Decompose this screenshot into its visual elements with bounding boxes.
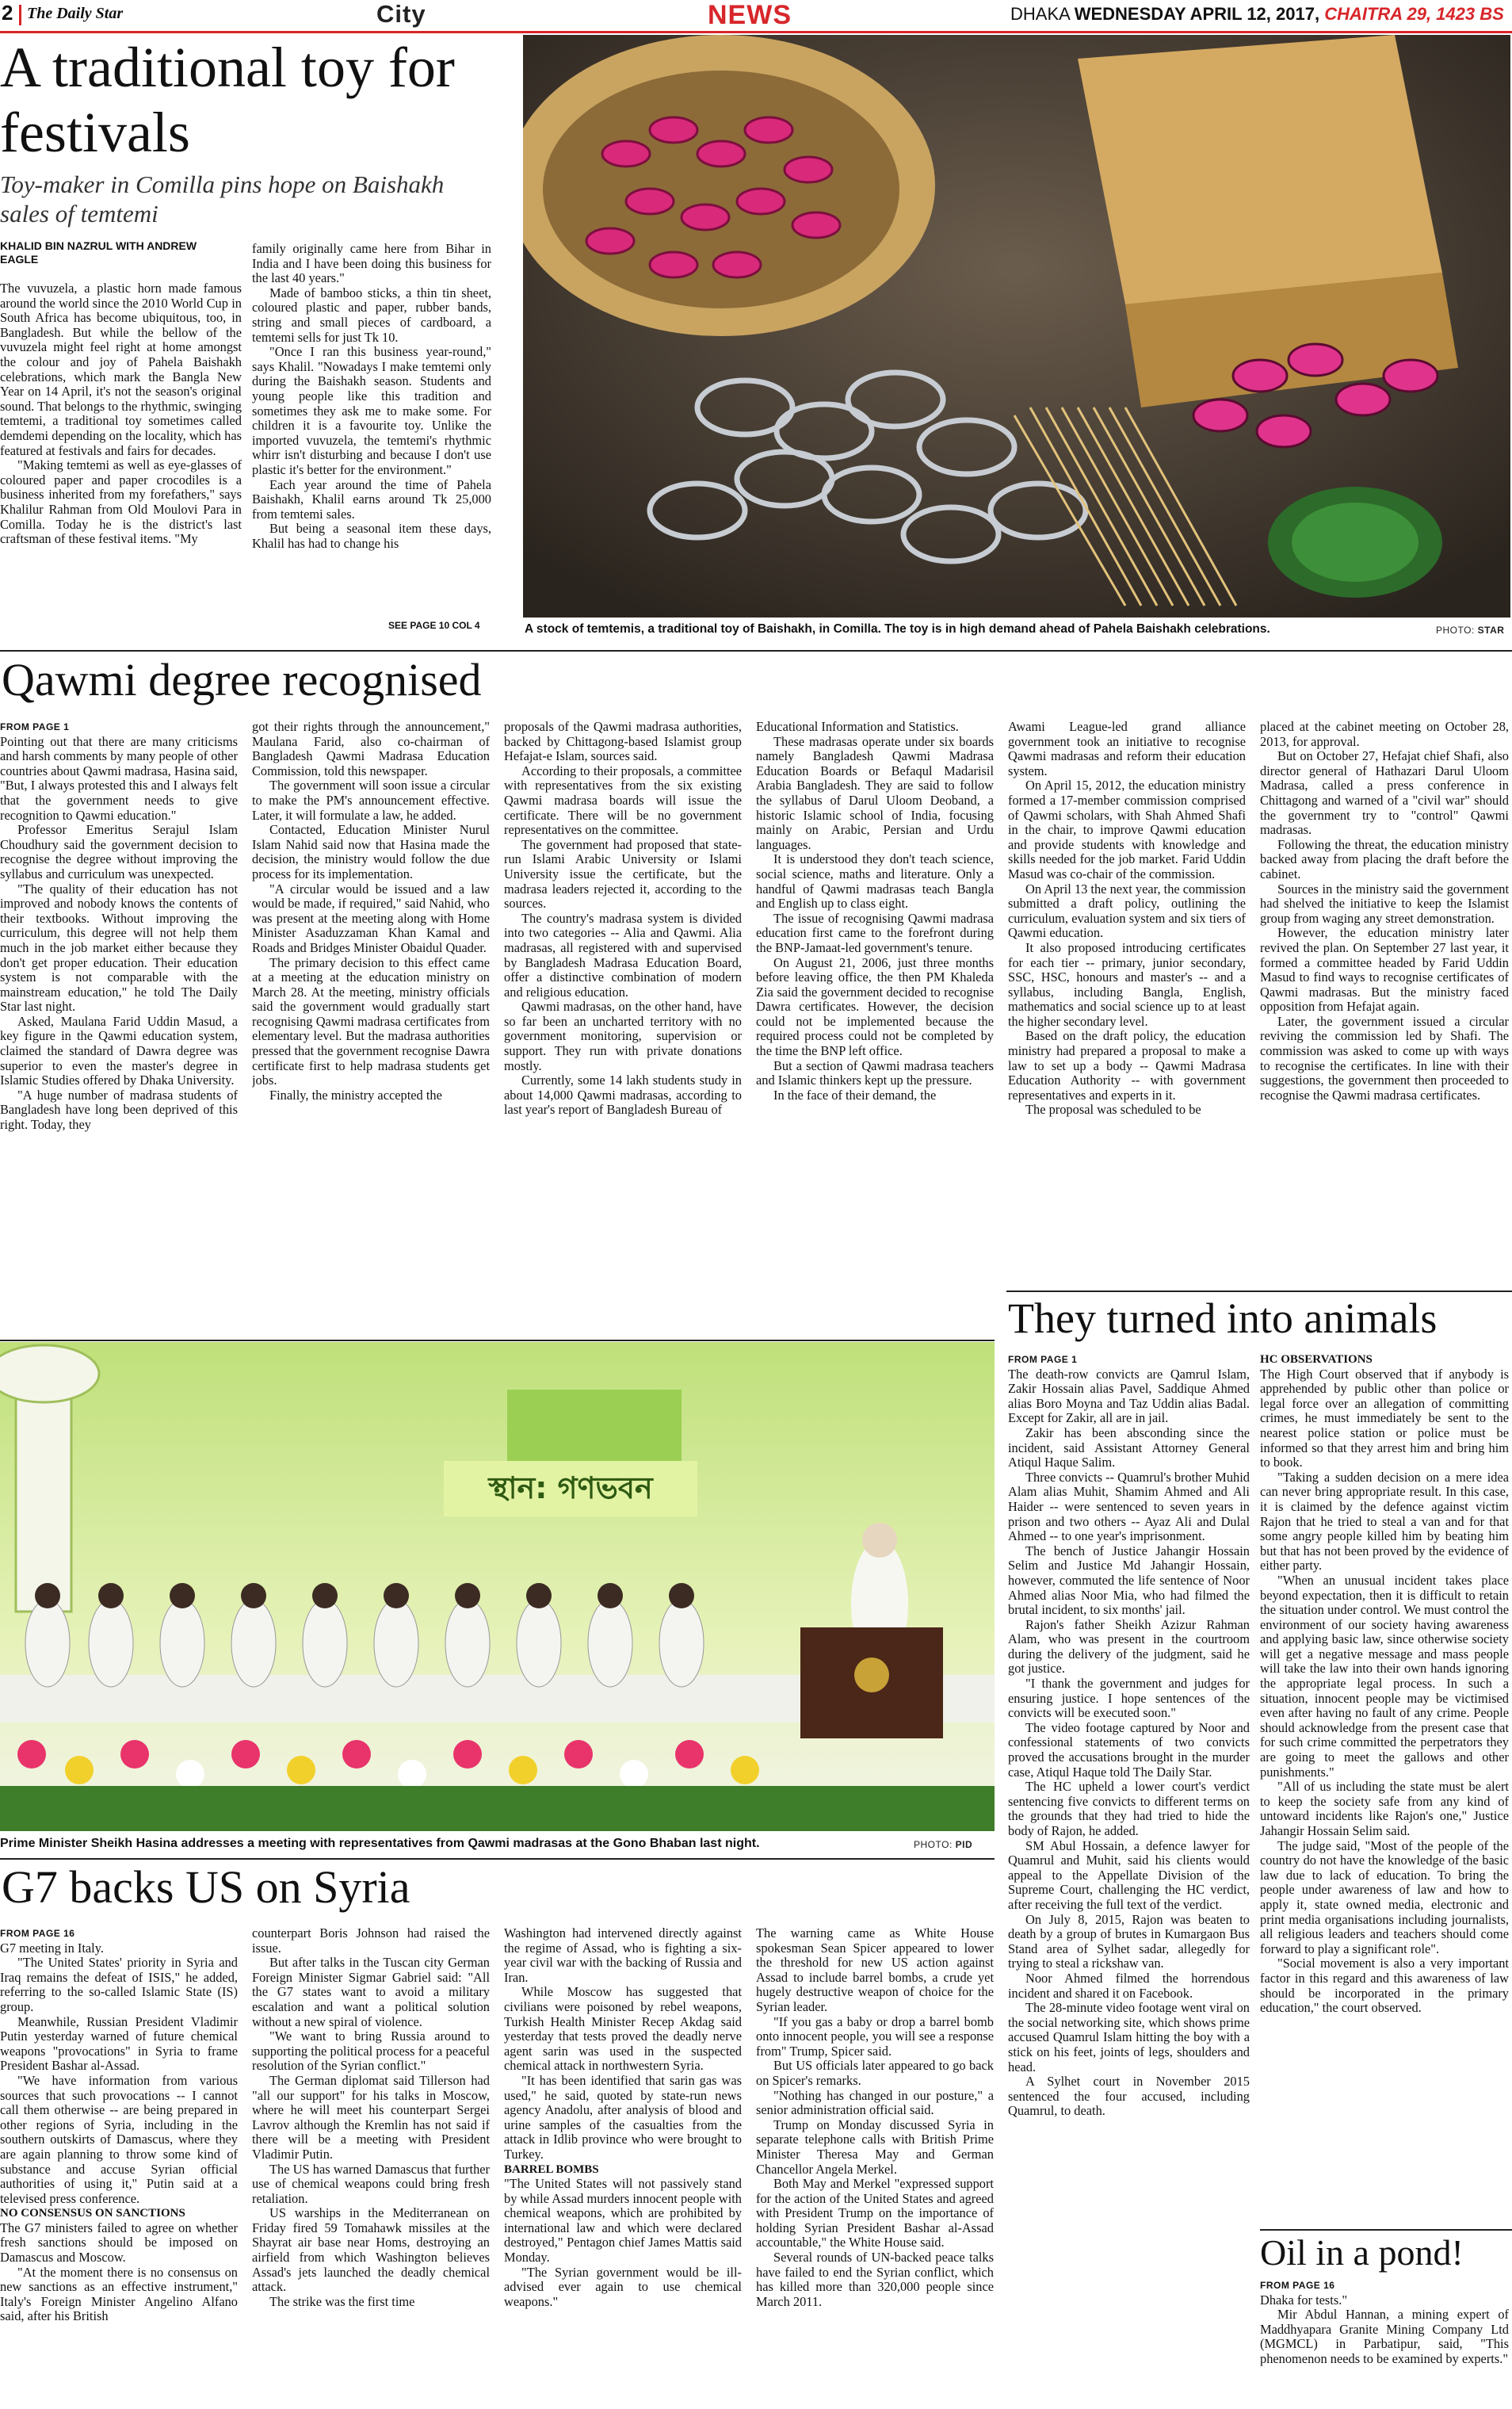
- paragraph: The judge said, "Most of the people of the country do not have the knowledge of the basic law due to lack of education. To bring the people under awareness of law and how to apply it, state owned media, electronic and print media organisations including journalists, all religious leaders and teachers should come forward to play a significant role".: [1260, 1837, 1509, 1956]
- dateline-bangla: CHAITRA 29, 1423 BS: [1324, 4, 1504, 24]
- paragraph: These madrasas operate under six boards namely Bangladesh Qawmi Madrasa Education Boards or Befaqul Madarisil Arabia Bangladesh. They are said to follow the syllabus of Darul Uloom Deoband, a historic Islamic school of India, focusing mainly on Arabic, Persian and Urdu languages.: [756, 733, 994, 852]
- paragraph: The government had proposed that state-run Islami Arabic University or Islami University issue the certificate, but the madrasa leaders rejected it, according to the sources.: [504, 836, 742, 912]
- toy-photo-art: [523, 35, 1510, 618]
- paragraph: The G7 ministers failed to agree on whether fresh sanctions should be imposed on Damascus and Moscow.: [0, 2220, 238, 2266]
- paragraph: On August 21, 2006, just three months before leaving office, the then PM Khaleda Zia said the government decided to recognise Dawra certificates. However, the decision could not be implemented because the required process could not be completed by the time the BNP left office.: [756, 954, 994, 1059]
- section-divider: [0, 650, 1512, 652]
- paragraph: "The Syrian government would be ill-advised ever again to use chemical weapons.": [504, 2264, 742, 2309]
- g7-col-3: [504, 1926, 742, 2407]
- dateline-day: WEDNESDAY APRIL 12, 2017,: [1074, 4, 1320, 24]
- page-number: 2: [2, 1, 13, 25]
- paragraph: Noor Ahmed filmed the horrendous incident and shared it on Facebook.: [1008, 1970, 1250, 2001]
- paragraph: counterpart Boris Johnson had raised the issue.: [252, 1926, 490, 1956]
- paragraph: The proposal was scheduled to be: [1025, 1102, 1201, 1118]
- paragraph: On April 13 the next year, the commission submitted a draft policy, outlining the curriculum, evaluation system and six tiers of Qawmi education.: [1008, 881, 1246, 941]
- paragraph: "Social movement is also a very important factor in this regard and this awareness of law should be incorporated in the primary education," the court observed.: [1260, 1956, 1509, 2016]
- paragraph: "We have information from various sources that such provocations -- I cannot call them otherwise -- are being prepared in other regions of Syria, including in the southern outskirts of Damascus, where they are again planning to throw some kind of substance and accuse Syrian official authorities of using it," Putin said at a televised press conference.: [0, 2072, 238, 2206]
- paragraph: "The quality of their education has not improved and nobody knows the contents of their textbooks. Without improving the curriculum, this degree will not help them much in the job market either because they don't get proper education. Their education system is not comparable with the mainstream education," he told The Daily Star last night.: [0, 881, 238, 1015]
- from-page-label: FROM PAGE 16: [1260, 2280, 1335, 2291]
- paragraph: Following the threat, the education ministry backed away from placing the draft before the cabinet.: [1260, 836, 1509, 881]
- paragraph: But on October 27, Hefajat chief Shafi, also director general of Hathazari Darul Uloom Madrasa, called a press conference in Chittagong and warned of a "civil war" should the government try to "control" Qawmi madrasas.: [1260, 748, 1509, 838]
- paragraph: Trump on Monday discussed Syria in separate telephone calls with British Prime Minister Theresa May and German Chancellor Angela Merkel.: [756, 2116, 994, 2177]
- meeting-photo-credit: [914, 1839, 972, 1850]
- paragraph: The issue of recognising Qawmi madrasa education first came to the forefront during the BNP-Jamaat-led government's tenure.: [756, 910, 994, 955]
- subhead: HC OBSERVATIONS: [1260, 1353, 1373, 1366]
- paragraph: "When an unusual incident takes place beyond expectation, then it is difficult to retain the situation under control. We must control the environment of our society having awareness and applying basic law, since otherwise society will get a negative message and mass people will take the law into their own hands ignoring the appropriate legal process. In such a situation, innocent people may be victimised even after having no fault of any crime. People should acknowledge from the present case that for such crime committed the perpetrators they are going to meet the gallows and other punishments.": [1260, 1572, 1509, 1780]
- paragraph: got their rights through the announcement," Maulana Farid, also co-chairman of Bangladesh Qawmi Madrasa Education Commission, told this newspaper.: [252, 720, 490, 778]
- from-page-label: FROM PAGE 1: [1008, 1354, 1078, 1365]
- paragraph: "Making temtemi as well as eye-glasses of coloured paper and paper crocodiles is a business inherited from my forefathers," says Khalilur Rahman from Old Moulovi Para in Comilla. Today he is the district's last craftsman of these festival items. "My: [0, 457, 242, 547]
- photo-label: PHOTO:: [1436, 625, 1475, 636]
- oil-col: [1260, 2278, 1509, 2407]
- paragraph: Several rounds of UN-backed peace talks have failed to end the Syrian conflict, which has killed more than 320,000 people since March 2011.: [756, 2250, 994, 2309]
- paragraph: "The United States will not passively stand by while Assad murders innocent people with chemical weapons, which are prohibited by international law and which were declared destroyed," Pentagon chief James Mattis said Monday.: [504, 2176, 742, 2266]
- paragraph: "If you gas a baby or drop a barrel bomb onto innocent people, you will see a response from" Trump, Spicer said.: [756, 2013, 994, 2059]
- toy-photo-credit: [1436, 625, 1504, 636]
- photo-label: PHOTO:: [914, 1839, 953, 1850]
- meeting-photo: [0, 1342, 995, 1831]
- paragraph: The vuvuzela, a plastic horn made famous around the world since the 2010 World Cup in South Africa has become ubiquitous, too, in Bangladesh. But while the bellow of the vuvuzela might feel right at home amongst the colour and joy of Pahela Baishakh celebrations, which mark the Bangla New Year on 14 April, it's not the season's original sound. That belongs to the rhythmic, swinging temtemi, a traditional toy sometimes called demdemi depending on the locality, which has featured at festivals and fairs for decades.: [0, 281, 242, 458]
- from-page-label: FROM PAGE 16: [0, 1928, 75, 1939]
- paragraph: "Once I ran this business year-round," says Khalil. "Nowadays I make temtemi only during the Baishakh season. Students and young people like this tradition and sometimes they ask me to make some. For children it is a favourite toy. Unlike the imported vuvuzela, the temtemi's rhythmic whirr isn't disturbing and because I don't use plastic it's better for the environment.": [252, 344, 491, 477]
- toy-subhead: Toy-maker in Comilla pins hope on Baishakh sales of temtemi: [0, 170, 445, 228]
- paragraph: While Moscow has suggested that civilians were poisoned by rebel weapons, Turkish Health Minister Recep Akdag said yesterday that tests proved the deadly nerve agent sarin was used in the suspected chemical attack in northwestern Syria.: [504, 1984, 742, 2074]
- paragraph: Currently, some 14 lakh students study in about 14,000 Qawmi madrasas, according to last year's report of Bangladesh Bureau of: [504, 1073, 742, 1118]
- paragraph: Pointing out that there are many criticisms and harsh comments by many people of other countries about Qawmi madrasa, Hasina said, "But, I always protested this and I always felt that the government needs to give recognition to Qawmi education.": [0, 733, 238, 823]
- paragraph: The 28-minute video footage went viral on the social networking site, which shows prime accused Quamrul Islam hitting the boy with a stick on his feet, joints of legs, shoulders and head.: [1008, 2000, 1250, 2074]
- paragraph: It is understood they don't teach science, social science, maths and literature. Only a handful of Qawmi madrasas teach Bangla and English up to class eight.: [756, 851, 994, 912]
- section-divider: [0, 1340, 995, 1341]
- paragraph: Later, the government issued a circular reviving the commission led by Shafi. The commission was asked to come up with ways to recognise the certificates. In line with their suggestions, the government then proceeded to recognise the Qawmi madrasa certificates.: [1260, 1013, 1509, 1103]
- photo-source: PID: [955, 1839, 973, 1850]
- paragraph: Professor Emeritus Serajul Islam Choudhury said the government decision to recognise the degree without improving the syllabus and curriculum was unexpected.: [0, 822, 238, 881]
- paragraph: "It has been identified that sarin gas was used," he said, quoted by state-run news agency Anadolu, after analysis of blood and urine samples of the casualties from the attack in Idlib province who were brought to Turkey.: [504, 2072, 742, 2162]
- qawmi-col-3: [504, 720, 742, 1340]
- paper-name: The Daily Star: [27, 5, 124, 22]
- paragraph: The country's madrasa system is divided into two categories -- Alia and Qawmi. Alia madrasas, all registered with and supervised by Bangladesh Madrasa Education Board, offer a distinctive combination of modern and religious education.: [504, 910, 742, 1000]
- paragraph: The bench of Justice Jahangir Hossain Selim and Justice Md Jahangir Hossain, however, commuted the life sentence of Noor Ahmed alias Noor Mia, who had filmed the brutal incident, to six months' jail.: [1008, 1543, 1250, 1618]
- toy-jump-line: SEE PAGE 10 COL 4: [388, 620, 480, 631]
- dateline: [1010, 4, 1504, 25]
- paragraph: But a section of Qawmi madrasa teachers and Islamic thinkers kept up the pressure.: [756, 1057, 994, 1088]
- paragraph: Washington had intervened directly against the regime of Assad, who is fighting a six-year civil war with the backing of Russia and Iran.: [504, 1926, 742, 1985]
- qawmi-col-2: [252, 720, 490, 1340]
- section-label: City: [376, 0, 426, 28]
- paragraph: Both May and Merkel "expressed support for the action of the United States and agreed with President Trump on the importance of holding Syrian President Bashar al-Assad accountable," the White House said.: [756, 2176, 994, 2250]
- paragraph: On April 15, 2012, the education ministry formed a 17-member commission comprised of Qawmi scholars, with Shah Ahmed Shafi in the chair, to improve Qawmi education and provide students with knowledge and skills needed for the job market. Farid Uddin Masud was co-chair of the commission.: [1008, 778, 1246, 881]
- animals-headline: They turned into animals: [1008, 1294, 1438, 1342]
- paragraph: Three convicts -- Quamrul's brother Muhid Alam alias Muhit, Shamim Ahmed and Ali Haider -- were sentenced to seven years in prison and two others -- Ayaz Ali and Dulal Ahmed -- to one year's imprisonment.: [1008, 1469, 1250, 1544]
- paragraph: The High Court observed that if anybody is apprehended by public other than police or legal force over an allegation of committing crimes, he must immediately be sent to the nearest police station or police must be informed so that they arrest him and bring him to book.: [1260, 1366, 1509, 1470]
- paragraph: Contacted, Education Minister Nurul Islam Nahid said now that Hasina made the decision, the ministry would follow the due process for its implementation.: [252, 822, 490, 881]
- subhead: NO CONSENSUS ON SANCTIONS: [0, 2207, 185, 2220]
- qawmi-col-1: [0, 720, 238, 1340]
- banner-text: স্থান: গণভবন: [488, 1470, 653, 1505]
- paragraph: "We want to bring Russia around to supporting the political process for a peaceful resolution of the Syrian conflict.": [252, 2029, 490, 2074]
- paragraph: "All of us including the state must be alert to keep the society safe from any kind of untoward incidents like Rajon's one," Justice Jahangir Hossain Selim said.: [1260, 1779, 1509, 1838]
- paragraph: "The United States' priority in Syria and Iraq remains the defeat of ISIS," he added, referring to the so-called Islamic State (IS) group.: [0, 1955, 238, 2014]
- paragraph: placed at the cabinet meeting on October 28, 2013, for approval.: [1260, 720, 1509, 749]
- toy-col-2: [252, 242, 491, 618]
- paragraph: In the face of their demand, the: [773, 1087, 937, 1103]
- paragraph: It also proposed introducing certificates for each tier -- primary, junior secondary, SSC, HSC, honours and master's -- and a syllabus, including Bangla, English, mathematics and social science up to at least the higher secondary level.: [1008, 939, 1246, 1029]
- paragraph: "A huge number of madrasa students of Bangladesh have long been deprived of this right. Today, they: [0, 1087, 238, 1133]
- paragraph: "A circular would be issued and a law would be made, if required," said Nahid, who was present at the meeting along with Home Minister Asaduzzaman Khan Kamal and Roads and Bridges Minister Obaidul Quader.: [252, 881, 490, 955]
- news-label: NEWS: [708, 0, 792, 30]
- paragraph: The primary decision to this effect came at a meeting at the education ministry on March 28. At the meeting, ministry officials said the government would gradually start recognising Qawmi madrasa certificates from elementary level. But the madrasa authorities pressed that the government recognise Dawra certificate first to help madrasa students get jobs.: [252, 954, 490, 1088]
- dateline-city: DHAKA: [1010, 4, 1070, 24]
- paragraph: According to their proposals, a committee with representatives from the six existing Qawmi madrasa boards will issue the certificate. There will be no government representatives on the committee.: [504, 763, 742, 838]
- paragraph: Based on the draft policy, the education ministry had prepared a proposal to make a law to set up a body -- Qawmi Madrasa Education Authority -- with government representatives and experts in it.: [1008, 1028, 1246, 1103]
- paragraph: "I thank the government and judges for ensuring justice. I hope sentences of the convicts will be executed soon.": [1008, 1676, 1250, 1721]
- paragraph: But US officials later appeared to go back on Spicer's remarks.: [756, 2058, 994, 2088]
- g7-col-2: [252, 1926, 490, 2407]
- oil-headline: Oil in a pond!: [1260, 2232, 1464, 2273]
- paragraph: Sources in the ministry said the government had shelved the initiative to keep the Islamist group from waging any street demonstration.: [1260, 881, 1509, 926]
- paragraph: SM Abul Hossain, a defence lawyer for Quamrul and Muhit, said his clients would appeal to the Appellate Division of the Supreme Court, challenging the HC verdict, after receiving the full text of the verdict.: [1008, 1837, 1250, 1912]
- animals-col-2: [1260, 1352, 1509, 2224]
- meeting-photo-art: [0, 1342, 995, 1831]
- toy-stock-photo: [523, 35, 1510, 618]
- qawmi-col-4: [756, 720, 994, 1340]
- paragraph: The US has warned Damascus that further use of chemical weapons could bring fresh retaliation.: [252, 2161, 490, 2206]
- paragraph: "At the moment there is no consensus on new sanctions as an effective instrument," Italy's Foreign Minister Angelino Alfano said, after his British: [0, 2264, 238, 2324]
- paragraph: US warships in the Mediterranean on Friday fired 59 Tomahawk missiles at the Shayrat air base near Homs, destroying an airfield from which Washington believes Assad's jets launched the deadly chemical attack.: [252, 2205, 490, 2295]
- toy-byline: KHALID BIN NAZRUL WITH ANDREW EAGLE: [0, 239, 197, 266]
- g7-headline: G7 backs US on Syria: [2, 1861, 410, 1913]
- paragraph: Made of bamboo sticks, a thin tin sheet, coloured plastic and paper, rubber bands, string and small pieces of cardboard, a temtemi sells for just Tk 10.: [252, 285, 491, 345]
- paragraph: The video footage captured by Noor and confessional statements of two convicts proved the accusations brought in the murder case, Atiqul Haque told The Daily Star.: [1008, 1719, 1250, 1780]
- subhead: BARREL BOMBS: [504, 2162, 599, 2176]
- from-page-label: FROM PAGE 1: [0, 721, 70, 732]
- g7-col-1: [0, 1926, 238, 2407]
- meeting-photo-caption: Prime Minister Sheikh Hasina addresses a meeting with representatives from Qawmi madrasas at the Gono Bhaban last night.: [0, 1837, 760, 1850]
- toy-photo-caption: A stock of temtemis, a traditional toy of Baishakh, in Comilla. The toy is in high demand ahead of Pahela Baishakh celebrations.: [525, 622, 1270, 636]
- qawmi-col-6: [1260, 720, 1509, 1291]
- paragraph: The death-row convicts are Qamrul Islam, Zakir Hossain alias Pavel, Saddique Ahmed alias Boro Moyna and Taz Uddin alias Badal. Except for Zakir, all are in jail.: [1008, 1366, 1250, 1426]
- paragraph: Rajon's father Sheikh Azizur Rahman Alam, who was present in the courtroom during the delivery of the judgment, said he got justice.: [1008, 1616, 1250, 1677]
- paragraph: Dhaka for tests.": [1260, 2292, 1348, 2308]
- paragraph: The German diplomat said Tillerson had "all our support" for his talks in Moscow, where he will meet his counterpart Sergei Lavrov although the Kremlin has not said if there will be a meeting with President Vladimir Putin.: [252, 2072, 490, 2162]
- paragraph: G7 meeting in Italy.: [0, 1940, 104, 1956]
- masthead-rule: [0, 31, 1512, 33]
- animals-col-1: [1008, 1352, 1250, 2407]
- paragraph: Educational Information and Statistics.: [756, 720, 959, 734]
- paragraph: Meanwhile, Russian President Vladimir Putin yesterday warned of future chemical weapons "provocations" in Syria to frame President Bashar al-Assad.: [0, 2013, 238, 2074]
- toy-col-1: [0, 281, 242, 630]
- paragraph: However, the education ministry later revived the plan. On September 27 last year, it formed a committee headed by Farid Uddin Masud to find ways to recognise certificates of Qawmi madrasas. But the ministry faced opposition from Hefajat again.: [1260, 925, 1509, 1015]
- paragraph: Mir Abdul Hannan, a mining expert of Maddhyapara Granite Mining Company Ltd (MGMCL) in Parbatipur, said, "This phenomenon needs to be examined by experts.": [1260, 2307, 1509, 2366]
- g7-col-4: [756, 1926, 994, 2407]
- paragraph: The HC upheld a lower court's verdict sentencing five convicts to different terms on the grounds that they had tried to hide the body of Rajon, he added.: [1008, 1779, 1250, 1838]
- masthead: [0, 0, 1512, 32]
- paragraph: Zakir has been absconding since the incident, said Assistant Attorney General Atiqul Haque Salim.: [1008, 1424, 1250, 1470]
- paragraph: A Sylhet court in November 2015 sentenced the four accused, including Quamrul, to death.: [1008, 2074, 1250, 2119]
- paragraph: Each year around the time of Pahela Baishakh, Khalil earns around Tk 25,000 from temtemi sales.: [252, 476, 491, 522]
- paragraph: "Nothing has changed in our posture," a senior administration official said.: [756, 2087, 994, 2118]
- paragraph: Awami League-led grand alliance government took an initiative to recognise Qawmi madrasas and reform their education system.: [1008, 720, 1246, 778]
- paragraph: The warning came as White House spokesman Sean Spicer appeared to lower the threshold for new US action against Assad to include barrel bombs, a crude yet hugely destructive weapon of choice for the Syrian leader.: [756, 1926, 994, 2014]
- page-number-divider: [19, 5, 21, 25]
- paragraph: But after talks in the Tuscan city German Foreign Minister Sigmar Gabriel said: "All the G7 states want to avoid a military escalation and want a political solution without a new spiral of violence.: [252, 1955, 490, 2029]
- paragraph: family originally came here from Bihar in India and I have been doing this business for the last 40 years.": [252, 242, 491, 286]
- qawmi-col-5: [1008, 720, 1246, 1340]
- paragraph: The strike was the first time: [269, 2293, 415, 2309]
- paragraph: But being a seasonal item these days, Khalil has had to change his: [252, 521, 491, 551]
- paragraph: "Taking a sudden decision on a mere idea can never bring appropriate result. In this case, it is claimed by the defence against victim Rajon that he tried to steal a van and for that some angry people killed him by beating him but that has not been proved by the evidence of either party.: [1260, 1469, 1509, 1573]
- photo-source: STAR: [1477, 625, 1505, 636]
- toy-headline: A traditional toy for festivals: [0, 36, 455, 164]
- paragraph: Qawmi madrasas, on the other hand, have so far been an uncharted territory with no government monitoring, supervision or support. They run with private donations mostly.: [504, 999, 742, 1073]
- paragraph: On July 8, 2015, Rajon was beaten to death by a group of brutes in Kumargaon Bus Stand area of Sylhet sadar, allegedly for trying to steal a rickshaw van.: [1008, 1911, 1250, 1971]
- qawmi-headline: Qawmi degree recognised: [2, 654, 482, 705]
- paragraph: The government will soon issue a circular to make the PM's announcement effective. Later, it will formulate a law, he added.: [252, 778, 490, 823]
- paragraph: Finally, the ministry accepted the: [269, 1087, 442, 1103]
- paragraph: Asked, Maulana Farid Uddin Masud, a key figure in the Qawmi education system, claimed the standard of Dawra degree was superior to even the master's degree in Islamic Studies offered by Dhaka University.: [0, 1013, 238, 1088]
- paragraph: proposals of the Qawmi madrasa authorities, backed by Chittagong-based Islamist group Hefajat-e Islam, sources said.: [504, 720, 742, 764]
